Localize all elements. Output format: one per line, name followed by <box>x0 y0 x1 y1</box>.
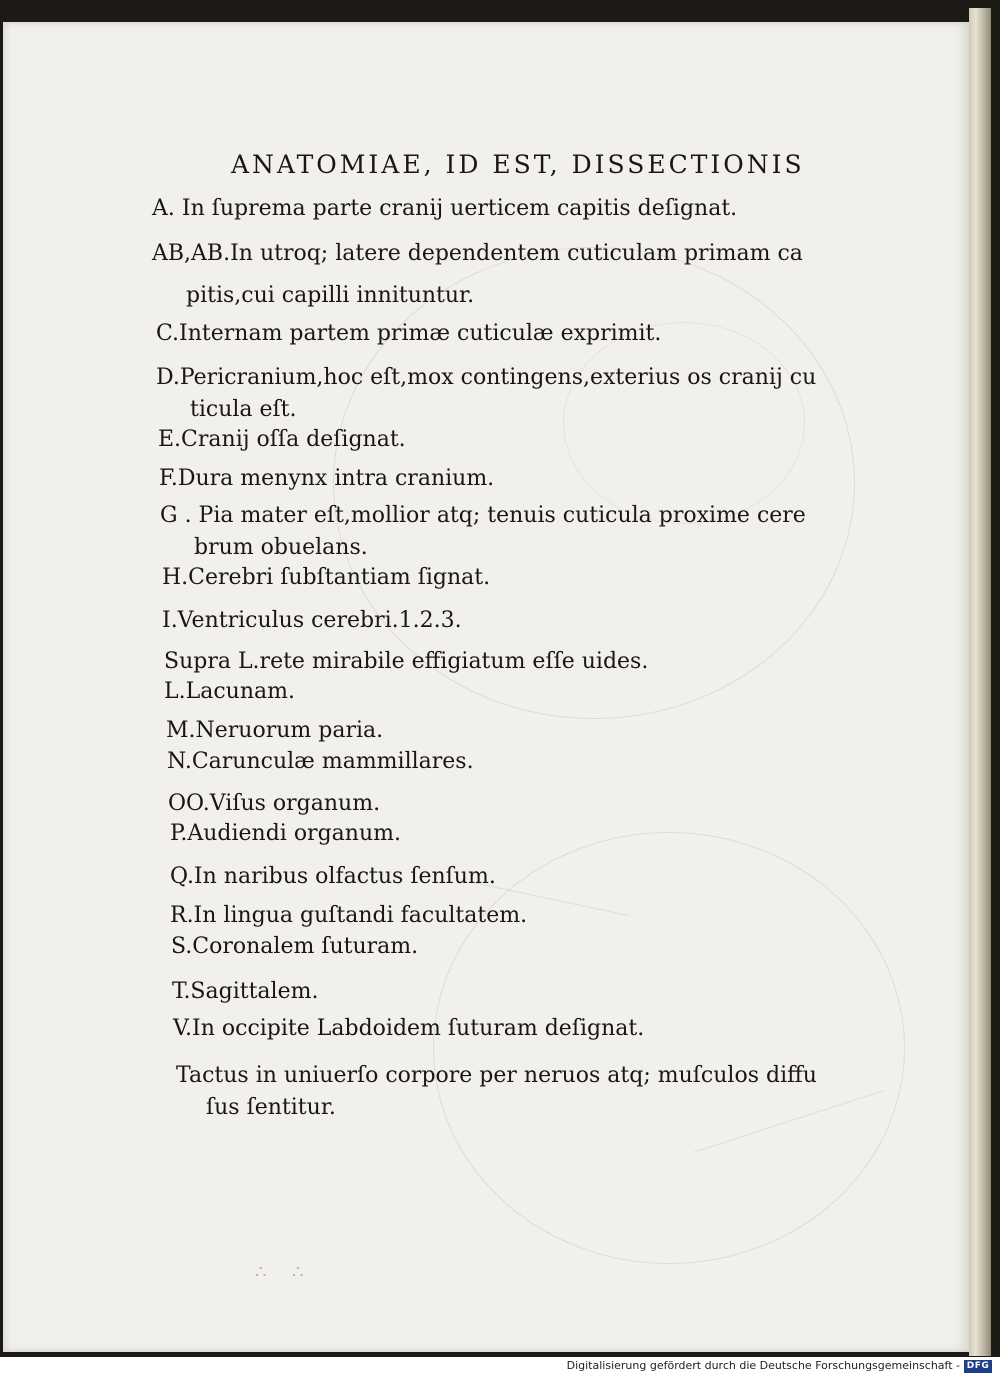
entry-s: S.Coronalem ſuturam. <box>171 934 419 959</box>
entry-supra-l: Supra L.rete mirabile effigiatum eſſe uides. <box>164 649 649 674</box>
entry-f: F.Dura menynx intra cranium. <box>159 466 495 491</box>
entry-p: P.Audiendi organum. <box>170 821 401 846</box>
entry-i: I.Ventriculus cerebri.1.2.3. <box>162 608 462 633</box>
entry-t: T.Sagittalem. <box>172 979 319 1004</box>
entry-n: N.Carunculæ mammillares. <box>167 749 474 774</box>
entry-r: R.In lingua guſtandi facultatem. <box>170 903 528 928</box>
running-header: ANATOMIAE, ID EST, DISSECTIONIS <box>231 150 805 179</box>
ink-smudge: ∴ ∴ <box>255 1262 314 1283</box>
entry-q: Q.In naribus olfactus ſenſum. <box>170 864 496 889</box>
entry-ab: AB,AB.In utroq; latere dependentem cuticulam primam ca <box>152 241 803 266</box>
show-through-circle <box>433 832 905 1264</box>
entry-a: A. In ſuprema parte cranij uerticem capitis deſignat. <box>152 196 738 221</box>
entry-g-continuation: brum obuelans. <box>194 535 368 560</box>
entry-h: H.Cerebri ſubſtantiam ſignat. <box>162 565 491 590</box>
page-edge <box>969 8 991 1356</box>
entry-d-continuation: ticula eſt. <box>190 397 297 422</box>
digitization-credit: Digitalisierung gefördert durch die Deutsche Forschungsgemeinschaft - <box>566 1359 960 1372</box>
dfg-logo: DFG <box>964 1360 992 1373</box>
entry-tactus: Tactus in uniuerſo corpore per neruos atq; muſculos diffu <box>176 1063 817 1088</box>
show-through-circle <box>563 322 805 524</box>
entry-g: G . Pia mater eſt,mollior atq; tenuis cuticula proxime cere <box>160 503 806 528</box>
entry-m: M.Neruorum paria. <box>166 718 384 743</box>
entry-l: L.Lacunam. <box>164 679 295 704</box>
footer-bar <box>0 1357 1000 1377</box>
entry-d: D.Pericranium,hoc eſt,mox contingens,exterius os cranij cu <box>156 365 817 390</box>
entry-oo: OO.Viſus organum. <box>168 791 381 816</box>
entry-tactus-continuation: ſus ſentitur. <box>206 1095 336 1120</box>
entry-ab-continuation: pitis,cui capilli innituntur. <box>186 283 475 308</box>
entry-e: E.Cranij oſſa deſignat. <box>158 427 406 452</box>
entry-v: V.In occipite Labdoidem ſuturam deſignat. <box>173 1016 645 1041</box>
entry-c: C.Internam partem primæ cuticulæ exprimit. <box>156 321 662 346</box>
